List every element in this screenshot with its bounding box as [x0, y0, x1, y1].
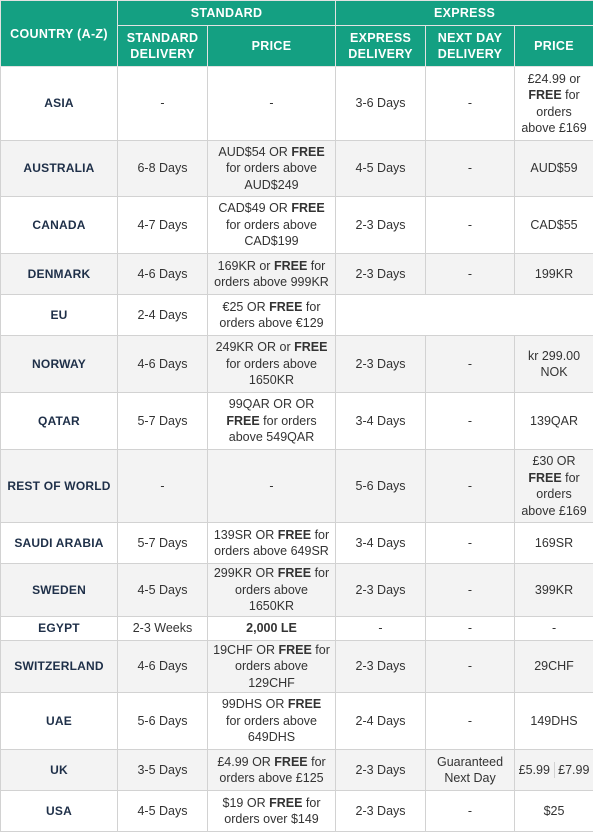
table-row	[1, 750, 593, 791]
next-day-delivery-cell: -	[426, 791, 515, 832]
standard-price-prefix: 99DHS OR	[222, 697, 288, 711]
next-day-delivery-cell: -	[426, 141, 515, 197]
country-cell: SWEDEN	[1, 564, 118, 617]
next-day-delivery-cell: -	[426, 197, 515, 254]
standard-price-highlight: FREE	[226, 414, 259, 428]
next-day-delivery-cell: -	[426, 254, 515, 295]
header-standard-delivery: STANDARD DELIVERY	[118, 26, 208, 67]
express-price-text: 149DHS	[530, 714, 577, 728]
express-price-cell	[515, 67, 593, 141]
standard-price-highlight: FREE	[274, 755, 307, 769]
standard-price-cell	[208, 640, 336, 693]
next-day-delivery-cell: -	[426, 523, 515, 564]
standard-price-prefix: 249KR OR or	[216, 340, 295, 354]
table-row	[1, 295, 593, 336]
table-row	[1, 693, 593, 750]
standard-price-highlight: FREE	[291, 145, 324, 159]
express-price-highlight: FREE	[528, 88, 561, 102]
country-cell: UK	[1, 750, 118, 791]
standard-price-suffix: for orders above 1650KR	[235, 566, 329, 613]
express-price-cell	[515, 616, 593, 640]
standard-price-cell	[208, 750, 336, 791]
express-price: £5.99	[515, 762, 555, 779]
express-price-cell	[515, 791, 593, 832]
express-price-highlight: FREE	[528, 471, 561, 485]
express-delivery-cell: 4-5 Days	[336, 141, 426, 197]
table-row	[1, 254, 593, 295]
express-price-text: $25	[544, 804, 565, 818]
standard-price-suffix: for orders above 649SR	[214, 528, 329, 559]
standard-delivery-cell: 4-6 Days	[118, 336, 208, 393]
standard-price-prefix: 169KR or	[218, 259, 274, 273]
express-delivery-cell: 2-3 Days	[336, 640, 426, 693]
uk-price-split	[515, 762, 593, 779]
express-price-text: AUD$59	[530, 161, 577, 175]
standard-delivery-cell: 5-7 Days	[118, 393, 208, 450]
express-price-cell	[515, 523, 593, 564]
table-row	[1, 450, 593, 523]
country-cell: REST OF WORLD	[1, 450, 118, 523]
standard-delivery-cell: -	[118, 67, 208, 141]
next-day-delivery-cell: -	[426, 393, 515, 450]
express-price-cell	[515, 254, 593, 295]
express-price-text: 169SR	[535, 536, 573, 550]
table-row	[1, 523, 593, 564]
next-day-price: £7.99	[555, 762, 593, 779]
express-price-suffix: for orders above £169	[521, 88, 586, 135]
country-cell: ASIA	[1, 67, 118, 141]
standard-price-cell	[208, 450, 336, 523]
country-cell: QATAR	[1, 393, 118, 450]
standard-delivery-cell: 4-6 Days	[118, 254, 208, 295]
express-delivery-cell: 5-6 Days	[336, 450, 426, 523]
header-express-delivery: EXPRESS DELIVERY	[336, 26, 426, 67]
express-delivery-cell: 3-6 Days	[336, 67, 426, 141]
table-row	[1, 67, 593, 141]
standard-delivery-cell: 5-7 Days	[118, 523, 208, 564]
standard-delivery-cell: 2-3 Weeks	[118, 616, 208, 640]
table-row	[1, 616, 593, 640]
express-price-text: CAD$55	[530, 218, 577, 232]
express-delivery-cell: 2-3 Days	[336, 254, 426, 295]
express-price-suffix: for orders above £169	[521, 471, 586, 518]
standard-price-suffix: for orders above 549QAR	[229, 414, 317, 445]
standard-price-highlight: FREE	[294, 340, 327, 354]
table-row	[1, 564, 593, 617]
express-price-cell	[515, 141, 593, 197]
standard-delivery-cell: 5-6 Days	[118, 693, 208, 750]
table-row	[1, 197, 593, 254]
header-express: EXPRESS	[336, 1, 593, 26]
header-country: COUNTRY (A-Z)	[1, 1, 118, 67]
standard-price-highlight: FREE	[278, 643, 311, 657]
standard-price-suffix: for orders over $149	[224, 796, 320, 827]
express-delivery-cell: 2-3 Days	[336, 750, 426, 791]
standard-price-text: -	[269, 479, 273, 493]
header-express-price: PRICE	[515, 26, 593, 67]
standard-price-highlight: FREE	[288, 697, 321, 711]
standard-price-prefix: 99QAR OR OR	[229, 397, 314, 411]
express-delivery-cell: 2-3 Days	[336, 197, 426, 254]
standard-price-prefix: AUD$54 OR	[218, 145, 291, 159]
country-cell: SAUDI ARABIA	[1, 523, 118, 564]
standard-delivery-cell: -	[118, 450, 208, 523]
country-cell: EGYPT	[1, 616, 118, 640]
express-price-cell	[515, 640, 593, 693]
express-price-cell	[515, 197, 593, 254]
standard-price-suffix: for orders above 129CHF	[235, 643, 330, 690]
standard-price-cell	[208, 393, 336, 450]
express-price-text: 399KR	[535, 583, 573, 597]
standard-price-suffix: for orders above £125	[219, 755, 325, 786]
next-day-delivery-cell: -	[426, 67, 515, 141]
express-delivery-cell: 2-4 Days	[336, 693, 426, 750]
header-standard: STANDARD	[118, 1, 336, 26]
standard-price-suffix: for orders above CAD$199	[226, 218, 317, 249]
standard-price-cell	[208, 564, 336, 617]
next-day-delivery-cell: -	[426, 616, 515, 640]
standard-price-highlight: FREE	[278, 528, 311, 542]
express-delivery-cell: 2-3 Days	[336, 336, 426, 393]
express-price-text: 199KR	[535, 267, 573, 281]
express-delivery-cell: 3-4 Days	[336, 393, 426, 450]
express-price-text: -	[552, 621, 556, 635]
express-price-cell	[515, 393, 593, 450]
standard-price-prefix: £4.99 OR	[217, 755, 274, 769]
express-delivery-cell: 2-3 Days	[336, 564, 426, 617]
header-standard-price: PRICE	[208, 26, 336, 67]
standard-price-prefix: 299KR OR	[214, 566, 278, 580]
country-cell: CANADA	[1, 197, 118, 254]
country-cell: NORWAY	[1, 336, 118, 393]
express-price-cell	[515, 693, 593, 750]
standard-price-highlight: FREE	[269, 300, 302, 314]
express-price-prefix: £30 OR	[532, 454, 575, 468]
standard-price-prefix: €25 OR	[223, 300, 270, 314]
standard-price-suffix: for orders above €129	[219, 300, 323, 331]
express-price-cell	[515, 564, 593, 617]
express-price-text: 139QAR	[530, 414, 578, 428]
express-delivery-cell: 3-4 Days	[336, 523, 426, 564]
standard-delivery-cell: 3-5 Days	[118, 750, 208, 791]
standard-price-highlight: FREE	[269, 796, 302, 810]
standard-price-cell	[208, 616, 336, 640]
standard-delivery-cell: 4-6 Days	[118, 640, 208, 693]
next-day-delivery-cell: -	[426, 564, 515, 617]
country-cell: DENMARK	[1, 254, 118, 295]
standard-price-suffix: for orders above 999KR	[214, 259, 329, 290]
standard-price-cell	[208, 141, 336, 197]
standard-price-cell	[208, 67, 336, 141]
standard-price-cell	[208, 791, 336, 832]
standard-price-highlight: FREE	[274, 259, 307, 273]
standard-delivery-cell: 4-7 Days	[118, 197, 208, 254]
country-cell: SWITZERLAND	[1, 640, 118, 693]
country-cell: AUSTRALIA	[1, 141, 118, 197]
express-delivery-cell: 2-3 Days	[336, 791, 426, 832]
next-day-delivery-cell: -	[426, 640, 515, 693]
standard-price-highlight: 2,000 LE	[246, 621, 297, 635]
standard-price-cell	[208, 295, 336, 336]
standard-delivery-cell: 6-8 Days	[118, 141, 208, 197]
standard-price-suffix: for orders above AUD$249	[226, 161, 317, 192]
next-day-delivery-cell: -	[426, 336, 515, 393]
header-next-day-delivery: NEXT DAY DELIVERY	[426, 26, 515, 67]
standard-price-prefix: $19 OR	[223, 796, 270, 810]
standard-price-cell	[208, 197, 336, 254]
table-row	[1, 141, 593, 197]
standard-price-highlight: FREE	[291, 201, 324, 215]
standard-price-cell	[208, 254, 336, 295]
country-cell: EU	[1, 295, 118, 336]
next-day-delivery-cell: -	[426, 693, 515, 750]
standard-delivery-cell: 4-5 Days	[118, 791, 208, 832]
standard-price-prefix: 19CHF OR	[213, 643, 278, 657]
country-cell: UAE	[1, 693, 118, 750]
standard-price-suffix: for orders above 649DHS	[226, 714, 317, 745]
standard-price-text: -	[269, 96, 273, 110]
express-price-cell	[515, 336, 593, 393]
country-cell: USA	[1, 791, 118, 832]
express-price-prefix: £24.99 or	[528, 72, 581, 86]
express-empty-cell	[336, 295, 593, 336]
express-delivery-cell: -	[336, 616, 426, 640]
standard-price-suffix: for orders above 1650KR	[226, 357, 317, 388]
express-price-text: kr 299.00 NOK	[528, 349, 580, 380]
standard-delivery-cell: 2-4 Days	[118, 295, 208, 336]
express-price-cell	[515, 450, 593, 523]
table-row	[1, 336, 593, 393]
table-row	[1, 640, 593, 693]
standard-delivery-cell: 4-5 Days	[118, 564, 208, 617]
next-day-delivery-cell: -	[426, 450, 515, 523]
standard-price-cell	[208, 693, 336, 750]
next-day-delivery-cell: Guaranteed Next Day	[426, 750, 515, 791]
standard-price-highlight: FREE	[278, 566, 311, 580]
table-row	[1, 393, 593, 450]
standard-price-prefix: CAD$49 OR	[218, 201, 291, 215]
standard-price-cell	[208, 336, 336, 393]
express-price-text: 29CHF	[534, 659, 574, 673]
table-row	[1, 791, 593, 832]
standard-price-cell	[208, 523, 336, 564]
express-price-cell	[515, 750, 593, 791]
standard-price-prefix: 139SR OR	[214, 528, 278, 542]
